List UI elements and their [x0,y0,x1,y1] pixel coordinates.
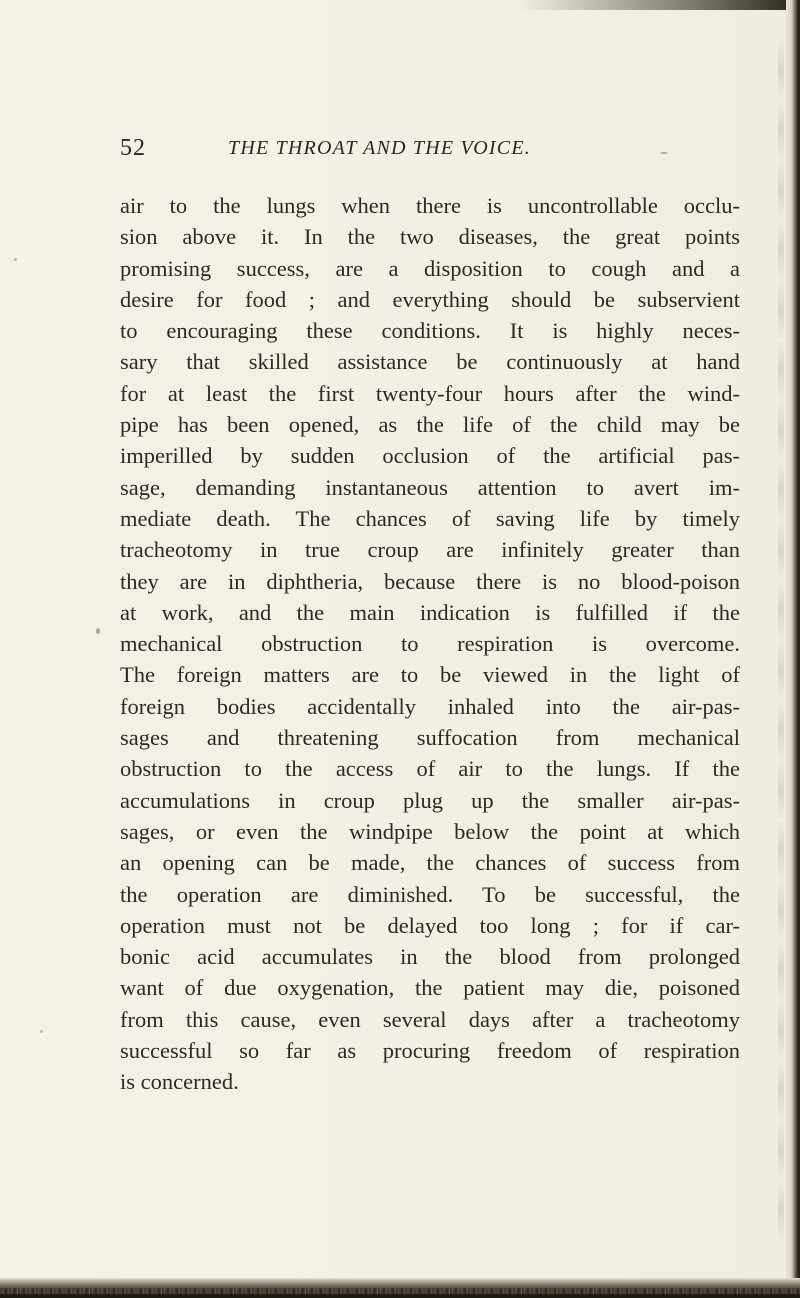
page-right-edge [786,0,800,1298]
paper-speck [660,152,668,154]
page-header [120,135,680,165]
text-line: tracheotomy in true croup are infinitely greater than [120,537,740,563]
text-line: sage, demanding instantaneous attention to avert im- [120,474,740,500]
text-line: obstruction to the access of air to the lungs. If the [120,756,740,782]
text-line: mediate death. The chances of saving life by timely [120,505,740,531]
text-line: an opening can be made, the chances of success from [120,850,740,876]
page-number: 52 [120,135,146,161]
paper-speck [14,258,17,261]
text-line: the operation are diminished. To be successful, the [120,881,740,907]
text-line: they are in diphtheria, because there is no blood-poison [120,568,740,594]
paper-speck [40,1030,43,1033]
text-line: promising success, are a disposition to cough and a [120,255,740,281]
text-line: operation must not be delayed too long ; for if car- [120,912,740,938]
text-line: from this cause, even several days after a tracheotomy [120,1006,740,1032]
text-line: air to the lungs when there is uncontrollable occlu- [120,193,740,218]
text-line: want of due oxygenation, the patient may die, poisoned [120,975,740,1001]
text-line: pipe has been opened, as the life of the child may be [120,412,740,438]
page-top-shadow [520,0,800,10]
text-line: accumulations in croup plug up the smaller air-pas- [120,787,740,813]
text-line: sages, or even the windpipe below the point at which [120,818,740,844]
text-line: desire for food ; and everything should be subservient [120,286,740,312]
text-line: foreign bodies accidentally inhaled into the air-pas- [120,693,740,719]
text-line: sages and threatening suffocation from mechanical [120,725,740,751]
text-line: successful so far as procuring freedom of respiration [120,1038,740,1064]
running-head: THE THROAT AND THE VOICE. [228,137,531,159]
text-line: to encouraging these conditions. It is highly neces- [120,318,740,344]
page-bottom-stripe [0,1288,800,1294]
text-line: for at least the first twenty-four hours after the wind- [120,380,740,406]
page-edge-texture [778,40,784,1240]
text-line: The foreign matters are to be viewed in the light of [120,662,740,688]
text-line: sary that skilled assistance be continuously at hand [120,349,740,375]
text-line: mechanical obstruction to respiration is overcome. [120,631,740,657]
text-line: bonic acid accumulates in the blood from prolonged [120,944,740,970]
text-line: is concerned. [120,1069,239,1095]
body-text [120,190,740,1098]
paper-speck [96,628,100,634]
text-line: at work, and the main indication is fulfilled if the [120,599,740,625]
text-line: sion above it. In the two diseases, the great points [120,224,740,250]
text-line: imperilled by sudden occlusion of the artificial pas- [120,443,740,469]
